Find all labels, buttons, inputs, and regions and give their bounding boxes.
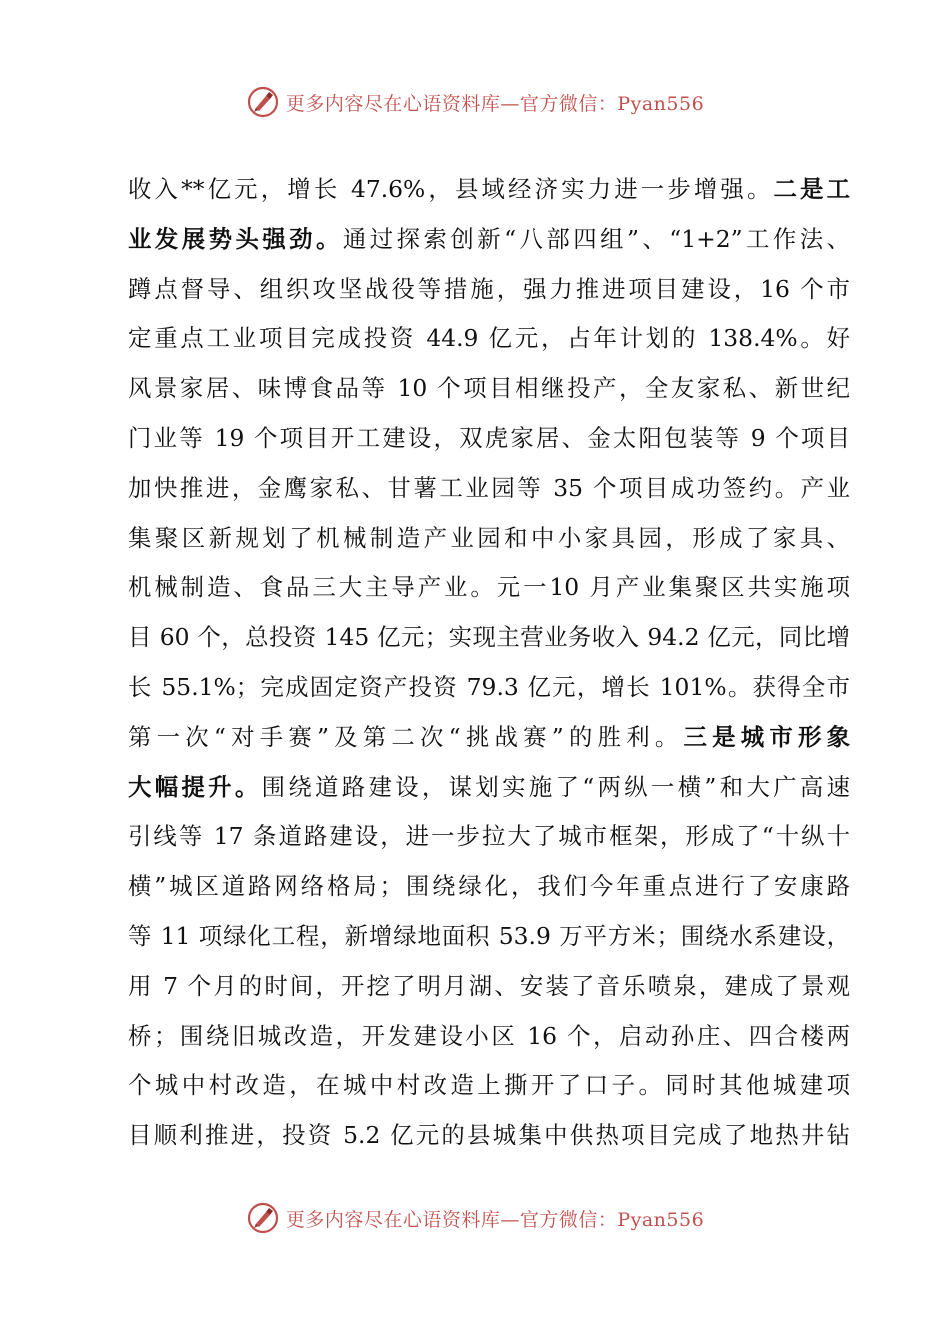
text-segment: 桥；围绕旧城改造，开发建设小区 16 个，启动孙庄、四合楼两 bbox=[128, 1021, 850, 1050]
text-segment: 集聚区新规划了机械制造产业园和中小家具园，形成了家具、 bbox=[128, 523, 850, 552]
text-line bbox=[128, 812, 850, 862]
document-body bbox=[128, 165, 850, 1161]
text-line bbox=[128, 364, 850, 414]
bold-heading-segment: 大幅提升。 bbox=[128, 772, 262, 801]
text-segment: 机械制造、食品三大主导产业。元一10 月产业集聚区共实施项 bbox=[128, 573, 850, 602]
text-segment: 围绕道路建设，谋划实施了“两纵一横”和大广高速 bbox=[261, 772, 850, 801]
text-line bbox=[128, 1012, 850, 1062]
text-segment: 定重点工业项目完成投资 44.9 亿元，占年计划的 138.4%。好 bbox=[128, 324, 850, 353]
text-segment: 通过探索创新“八部四组”、“1+2”工作法、 bbox=[342, 224, 850, 253]
text-segment: 等 11 项绿化工程，新增绿地面积 53.9 万平方米；围绕水系建设， bbox=[128, 921, 850, 950]
text-segment: 用 7 个月的时间，开挖了明月湖、安装了音乐喷泉，建成了景观 bbox=[128, 971, 850, 1000]
text-segment: 收入**亿元，增长 47.6%，县域经济实力进一步增强。 bbox=[128, 175, 774, 203]
text-segment: 加快推进，金鹰家私、甘薯工业园等 35 个项目成功签约。产业 bbox=[128, 473, 850, 502]
library-logo-icon bbox=[246, 1201, 280, 1235]
text-line bbox=[128, 962, 850, 1012]
footer-banner bbox=[0, 1198, 950, 1238]
text-segment: 个城中村改造，在城中村改造上撕开了口子。同时其他城建项 bbox=[128, 1071, 850, 1100]
text-line bbox=[128, 414, 850, 464]
header-banner bbox=[0, 82, 950, 122]
text-segment: 第一次“对手赛”及第二次“挑战赛”的胜利。 bbox=[128, 722, 684, 751]
text-line bbox=[128, 215, 850, 265]
text-line bbox=[128, 265, 850, 315]
library-logo-icon bbox=[246, 85, 280, 119]
text-line bbox=[128, 713, 850, 763]
footer-banner-text: 更多内容尽在心语资料库—官方微信：Pyan556 bbox=[285, 1208, 705, 1231]
header-banner-text: 更多内容尽在心语资料库—官方微信：Pyan556 bbox=[285, 92, 705, 115]
text-segment: 门业等 19 个项目开工建设，双虎家居、金太阳包装等 9 个项目 bbox=[128, 423, 850, 452]
text-line bbox=[128, 1061, 850, 1111]
text-line bbox=[128, 613, 850, 663]
text-line bbox=[128, 663, 850, 713]
text-segment: 引线等 17 条道路建设，进一步拉大了城市框架，形成了“十纵十 bbox=[128, 822, 850, 851]
text-segment: 风景家居、味博食品等 10 个项目相继投产，全友家私、新世纪 bbox=[128, 374, 850, 403]
text-segment: 长 55.1%；完成固定资产投资 79.3 亿元，增长 101%。获得全市 bbox=[128, 672, 850, 701]
text-segment: 目 60 个，总投资 145 亿元；实现主营业务收入 94.2 亿元，同比增 bbox=[128, 623, 850, 652]
text-line bbox=[128, 165, 850, 215]
text-line bbox=[128, 912, 850, 962]
bold-heading-segment: 业发展势头强劲。 bbox=[128, 224, 343, 253]
text-segment: 蹲点督导、组织攻坚战役等措施，强力推进项目建设，16 个市 bbox=[128, 274, 850, 303]
text-line bbox=[128, 1111, 850, 1161]
text-line bbox=[128, 514, 850, 564]
bold-heading-segment: 二是工 bbox=[773, 175, 850, 203]
text-line bbox=[128, 314, 850, 364]
text-line bbox=[128, 862, 850, 912]
text-segment: 横”城区道路网络格局；围绕绿化，我们今年重点进行了安康路 bbox=[128, 872, 850, 901]
text-segment: 目顺利推进，投资 5.2 亿元的县城集中供热项目完成了地热井钻 bbox=[128, 1121, 850, 1150]
text-line bbox=[128, 763, 850, 813]
text-line bbox=[128, 464, 850, 514]
text-line bbox=[128, 563, 850, 613]
bold-heading-segment: 三是城市形象 bbox=[683, 722, 850, 751]
